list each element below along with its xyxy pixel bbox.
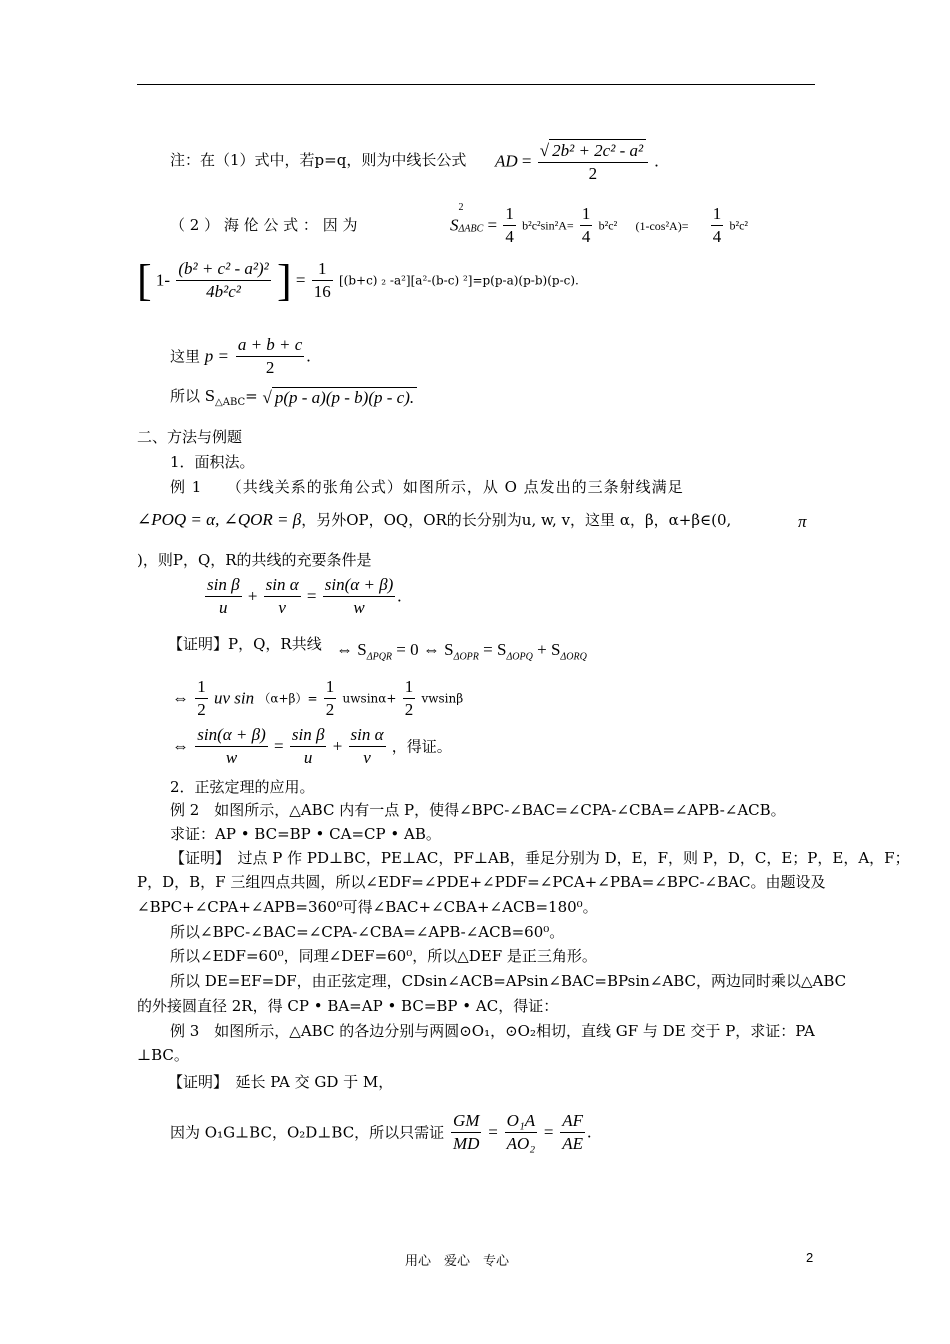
- note-text: 注：在（1）式中，若p=q，则为中线长公式: [170, 151, 467, 169]
- area-formula: 所以 $S_{\triangle ABC}=$ √ p(p - a)(p - b)(p - c).: [170, 386, 417, 413]
- e3-f1-den: MD: [452, 1134, 480, 1153]
- inner-den: 4b²c²: [206, 282, 241, 301]
- example-2-goal: 求证：AP • BC=BP • CA=CP • AB。: [170, 825, 441, 843]
- ex1-rest: ，另外OP，OQ，OR的长分别为u, w, v，这里 α，β，α+β∈(0,: [301, 511, 732, 529]
- example-2: 例 2 如图所示，△ABC 内有一点 P，使得∠BPC-∠BAC=∠CPA-∠CBA=∠APB-∠ACB。: [170, 801, 786, 819]
- half-num-3: 1: [403, 676, 416, 699]
- quarter-num-2: 1: [580, 203, 593, 226]
- s3-f1-num: sin(α + β): [195, 724, 268, 747]
- example-2-proof-6: 所以 DE=EF=DF，由正弦定理，CDsin∠ACB=APsin∠BAC=BPsin∠ABC，两边同时乘以△ABC: [170, 972, 847, 990]
- one-minus: 1-: [155, 270, 171, 290]
- e3-f2-den: AO₂: [506, 1134, 536, 1153]
- e3-end: .: [587, 1122, 592, 1142]
- item-1: 1．面积法。: [170, 453, 255, 471]
- pe2: = 0 ⇔ S: [392, 640, 454, 659]
- step3-pre: ⇔: [172, 736, 189, 756]
- heron-intro-text: （ 2 ） 海 伦 公 式 ： 因 为: [170, 216, 358, 234]
- ex3-last-pre: 因为 O₁G⊥BC，O₂D⊥BC，所以只需证: [170, 1123, 445, 1142]
- cond-f1-num: sin β: [205, 574, 242, 597]
- s-orq: ΔORQ: [560, 651, 587, 663]
- pi-symbol: π: [798, 512, 807, 531]
- e3-eq1: =: [488, 1122, 498, 1142]
- proof-text: P，Q，R共线: [228, 635, 322, 653]
- median-fraction: $\frac{\text{√ 2b² + 2c² - a²}}{2}$: [538, 138, 648, 185]
- so-prefix: 所以 S: [170, 387, 216, 405]
- s3-end: ，得证。: [391, 737, 452, 756]
- s3-plus: +: [332, 736, 343, 756]
- ad-symbol: AD: [495, 151, 518, 171]
- e3-f2-num: O₁A: [505, 1110, 538, 1133]
- heron-eq1: b²c²sin²A=: [522, 218, 574, 233]
- example-3-line1: 例 3 如图所示，△ABC 的各边分别与两圆⊙O₁，⊙O₂相切，直线 GF 与 DE 交于 P，求证：PA: [170, 1022, 815, 1040]
- median-end: .: [654, 151, 659, 171]
- p-lhs: p =: [204, 346, 230, 366]
- example-3-line2: ⊥BC。: [137, 1046, 189, 1064]
- half-num-2: 1: [324, 676, 337, 699]
- quarter-den-3: 4: [712, 227, 722, 246]
- example-2-proof-2: P，D，B，F 三组四点共圆，所以∠EDF=∠PDE+∠PDF=∠PCA+∠PBA=∠BPC-∠BAC。由题设及: [137, 873, 826, 891]
- cond-eq: =: [306, 586, 317, 606]
- step2-b: （α+β）=: [258, 691, 318, 706]
- proof-step3: [172, 724, 452, 769]
- step2-c: uwsinα+: [342, 691, 397, 706]
- e3-eq2: =: [543, 1122, 554, 1142]
- cond-f3-num: sin(α + β): [323, 574, 396, 597]
- proof-1: [168, 634, 322, 654]
- footer-text: 用心 爱心 专心: [405, 1254, 510, 1269]
- cond-end: .: [397, 586, 402, 606]
- example-2-proof-5: 所以∠EDF=60⁰，同理∠DEF=60⁰，所以△DEF 是正三角形。: [170, 947, 597, 965]
- example-2-proof-7: 的外接圆直径 2R，得 CP • BA=AP • BC=BP • AC，得证：: [137, 997, 559, 1015]
- cond-f3-den: w: [353, 598, 365, 617]
- s3-eq: =: [274, 736, 284, 756]
- example-2-proof-4: 所以∠BPC-∠BAC=∠CPA-∠CBA=∠APB-∠ACB=60⁰。: [170, 923, 565, 941]
- s-opr: ΔOPR: [453, 651, 479, 663]
- cond-f1-den: u: [219, 598, 228, 617]
- so-sub: △ABC: [215, 397, 246, 408]
- s3-f3-num: sin α: [349, 724, 386, 747]
- e3-f3-num: AF: [560, 1110, 585, 1133]
- quarter-num: 1: [503, 203, 516, 226]
- half-den-3: 2: [404, 700, 414, 719]
- inner-num: (b² + c² - a²)²: [176, 258, 270, 281]
- heron-eq2: b²c²: [598, 218, 618, 233]
- median-radicand: 2b² + 2c² - a²: [549, 139, 646, 162]
- page-number: 2: [806, 1250, 814, 1265]
- step2-a: uv sin: [214, 688, 255, 708]
- p-def: 这里 p = $\frac{a + b + c}{2}$ .: [170, 335, 311, 377]
- example-2-proof-1: 【证明】 过点 P 作 PD⊥BC，PE⊥AC，PF⊥AB，垂足分别为 D，E，F，则 P，D，C，E；P，E，A，F；: [170, 849, 910, 867]
- quarter-den: 4: [505, 227, 514, 246]
- proof-step2: [172, 676, 463, 721]
- example-2-proof-3: ∠BPC+∠CPA+∠APB=360⁰可得∠BAC+∠CBA+∠ACB=180⁰。: [137, 898, 598, 916]
- section-heading: 二、方法与例题: [137, 428, 243, 446]
- heron-eq-line2: [ 1- $\frac{\text{(b² + c² - a²)²}}{\text{4b²c²}}$ ] = $\frac{1}{16}$ [(b+c) ₂ -a²][a²-(b-c) ²]=p(p-a)(p-b)(p-c).: [137, 255, 579, 305]
- e3-f3-den: AE: [562, 1134, 584, 1153]
- step2-pre: ⇔: [172, 688, 189, 708]
- cond-f2-den: v: [278, 598, 286, 617]
- step2-d: vwsinβ: [421, 691, 464, 706]
- half-den-1: 2: [197, 700, 206, 719]
- example-1-line2: [137, 510, 731, 530]
- proof-1-expr: [336, 640, 587, 667]
- half-num-1: 1: [195, 676, 208, 699]
- header-rule: [137, 84, 815, 85]
- s-symbol: S: [450, 215, 459, 235]
- sixteenth-num: 1: [312, 258, 333, 281]
- e3-f1-num: GM: [451, 1110, 481, 1133]
- s-pqr: ΔPQR: [366, 651, 393, 663]
- example-1-line3: )，则P，Q，R的共线的充要条件是: [137, 551, 372, 569]
- angles: ∠POQ = α, ∠QOR = β: [137, 510, 302, 529]
- median-den: 2: [588, 163, 598, 183]
- cond-f2-num: sin α: [264, 574, 301, 597]
- heron-eq-line1: S 2 $_{\Delta ABC}$ = $\frac{1}{4}$ b²c²sin²A= $\frac{1}{4}$ b²c² (1-cos²A)= $\frac{1}{4}$ b²c²: [450, 203, 748, 248]
- s-sub: ΔABC: [458, 223, 484, 235]
- sixteenth-den: 16: [313, 282, 331, 301]
- quarter-den-2: 4: [581, 227, 591, 246]
- median-formula: AD = $\frac{\text{√ 2b² + 2c² - a²}}{2}$ .: [495, 138, 659, 185]
- heron-eq4: b²c²: [729, 218, 748, 233]
- here-prefix: 这里: [170, 347, 201, 366]
- proof-label: 【证明】: [168, 635, 229, 653]
- example-3-proof: 【证明】 延长 PA 交 GD 于 M，: [168, 1073, 394, 1091]
- pe3: = S: [478, 640, 507, 659]
- s3-f3-den: v: [363, 748, 371, 767]
- heron-intro: [170, 215, 357, 235]
- s3-f2-num: sin β: [290, 724, 327, 747]
- half-den-2: 2: [325, 700, 335, 719]
- heron-tail: [(b+c) ₂ -a²][a²-(b-c) ²]=p(p-a)(p-b)(p-c).: [338, 273, 579, 288]
- quarter-num-3: 1: [711, 203, 724, 226]
- note-line: [170, 150, 466, 170]
- heron-eq3: (1-cos²A)=: [635, 218, 689, 233]
- pe4: + S: [532, 640, 561, 659]
- s-opq: ΔOPQ: [506, 651, 533, 663]
- s3-f1-den: w: [225, 748, 238, 767]
- s3-f2-den: u: [303, 748, 313, 767]
- p-num: a + b + c: [236, 334, 305, 357]
- cond-plus: +: [247, 586, 258, 606]
- so-eq: =: [245, 387, 258, 405]
- collinear-condition: [203, 574, 402, 619]
- pe1: ⇔ S: [336, 640, 367, 659]
- example-1-line1: 例 1 （共线关系的张角公式）如图所示，从 O 点发出的三条射线满足: [170, 478, 684, 496]
- heron-radicand: p(p - a)(p - b)(p - c).: [272, 387, 417, 408]
- item-2: 2．正弦定理的应用。: [170, 778, 315, 796]
- s-sup: 2: [458, 201, 464, 213]
- p-den: 2: [265, 358, 275, 377]
- example-3-last: [170, 1110, 591, 1155]
